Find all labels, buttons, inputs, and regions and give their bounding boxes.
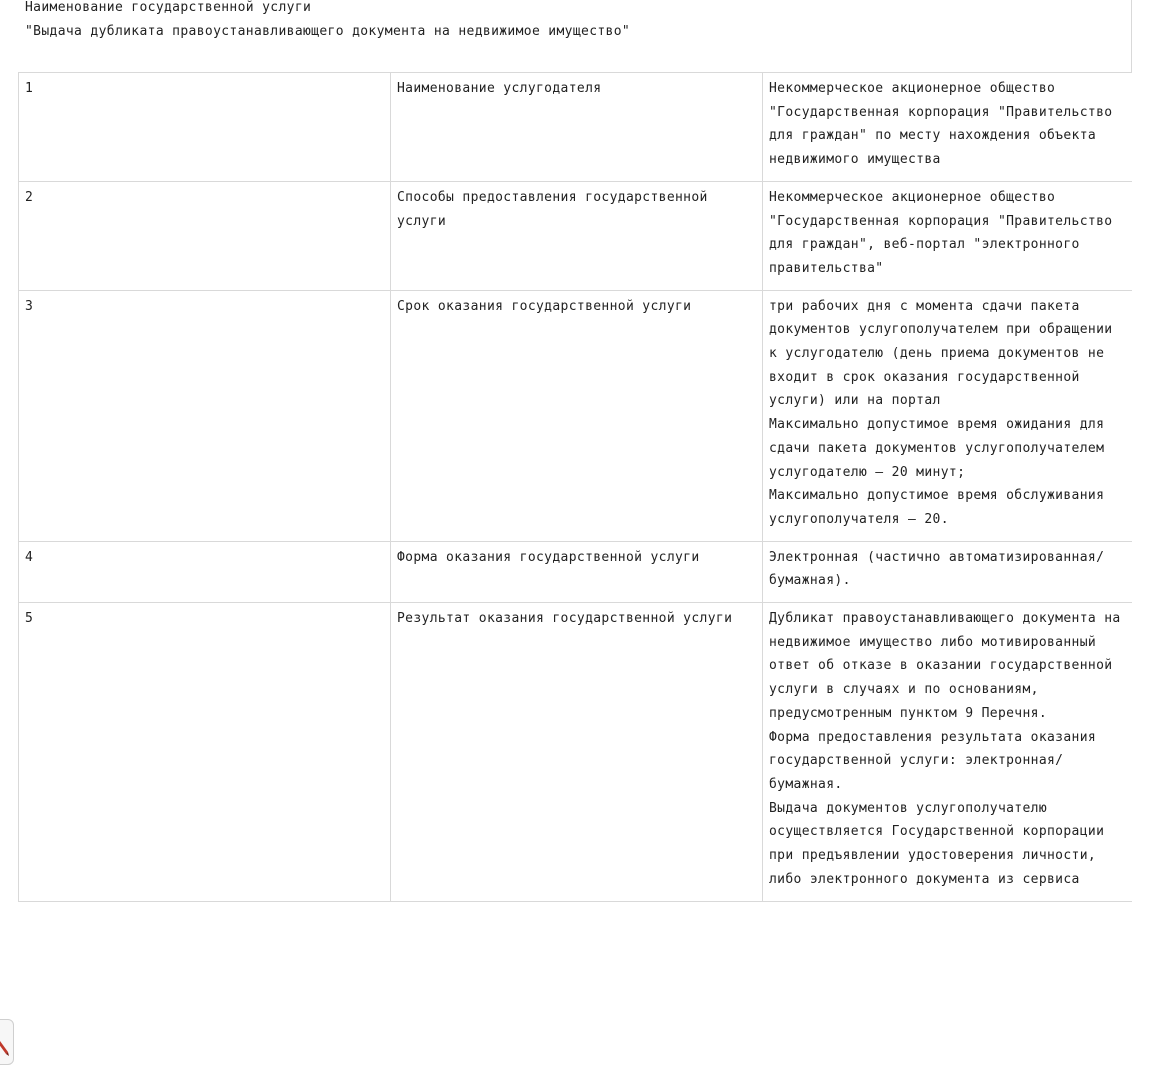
row-value-line: Выдача документов услугополучателю осуществляется Государственной корпорации при предъявлении удостоверения личности, либо электронного документа из сервиса bbox=[769, 800, 1105, 887]
row-value bbox=[763, 181, 1133, 290]
service-heading: Наименование государственной услуги bbox=[25, 0, 312, 15]
row-value-line: Электронная (частично автоматизированная/бумажная). bbox=[769, 549, 1105, 589]
row-name: Форма оказания государственной услуги bbox=[391, 541, 763, 602]
row-value-line: Некоммерческое акционерное общество "Государственная корпорация "Правительство для граждан" по месту нахождения объекта недвижимого имущества bbox=[769, 81, 1113, 168]
row-number: 3 bbox=[19, 290, 391, 541]
row-name: Способы предоставления государственной услуги bbox=[391, 181, 763, 290]
row-number: 1 bbox=[19, 73, 391, 182]
row-name: Наименование услугодателя bbox=[391, 73, 763, 182]
row-value-line: Максимально допустимое время обслуживания услугополучателя – 20. bbox=[769, 488, 1105, 527]
document-header bbox=[18, 0, 1132, 72]
document-frame bbox=[18, 0, 1132, 1059]
service-title: "Выдача дубликата правоустанавливающего документа на недвижимое имущество" bbox=[25, 24, 631, 39]
row-name: Результат оказания государственной услуги bbox=[391, 603, 763, 901]
row-value bbox=[763, 290, 1133, 541]
row-number: 2 bbox=[19, 181, 391, 290]
row-value bbox=[763, 541, 1133, 602]
table-row bbox=[19, 541, 1133, 602]
row-value-line: Некоммерческое акционерное общество "Государственная корпорация "Правительство для граждан", веб-портал "электронного правительства" bbox=[769, 189, 1113, 276]
row-number: 5 bbox=[19, 603, 391, 901]
row-value-line: Дубликат правоустанавливающего документа на недвижимое имущество либо мотивированный ответ об отказе в оказании государственной услуги в случаях и по основаниям, предусмотренным пунктом 9 Перечня. bbox=[769, 611, 1121, 721]
edit-side-tab[interactable] bbox=[0, 1019, 14, 1065]
row-name: Срок оказания государственной услуги bbox=[391, 290, 763, 541]
service-standard-table bbox=[18, 72, 1132, 902]
table-row bbox=[19, 181, 1133, 290]
row-value bbox=[763, 73, 1133, 182]
row-value-line: Форма предоставления результата оказания государственной услуги: электронная/бумажная. bbox=[769, 729, 1097, 792]
table-row bbox=[19, 290, 1133, 541]
table-row bbox=[19, 73, 1133, 182]
row-value bbox=[763, 603, 1133, 901]
row-value-line: Максимально допустимое время ожидания для сдачи пакета документов услугополучателем услугодателю – 20 минут; bbox=[769, 417, 1105, 480]
table-row bbox=[19, 603, 1133, 901]
row-number: 4 bbox=[19, 541, 391, 602]
row-value-line: три рабочих дня с момента сдачи пакета документов услугополучателем при обращении к услугодателю (день приема документов не входит в срок оказания государственной услуги) или на портал bbox=[769, 298, 1113, 409]
